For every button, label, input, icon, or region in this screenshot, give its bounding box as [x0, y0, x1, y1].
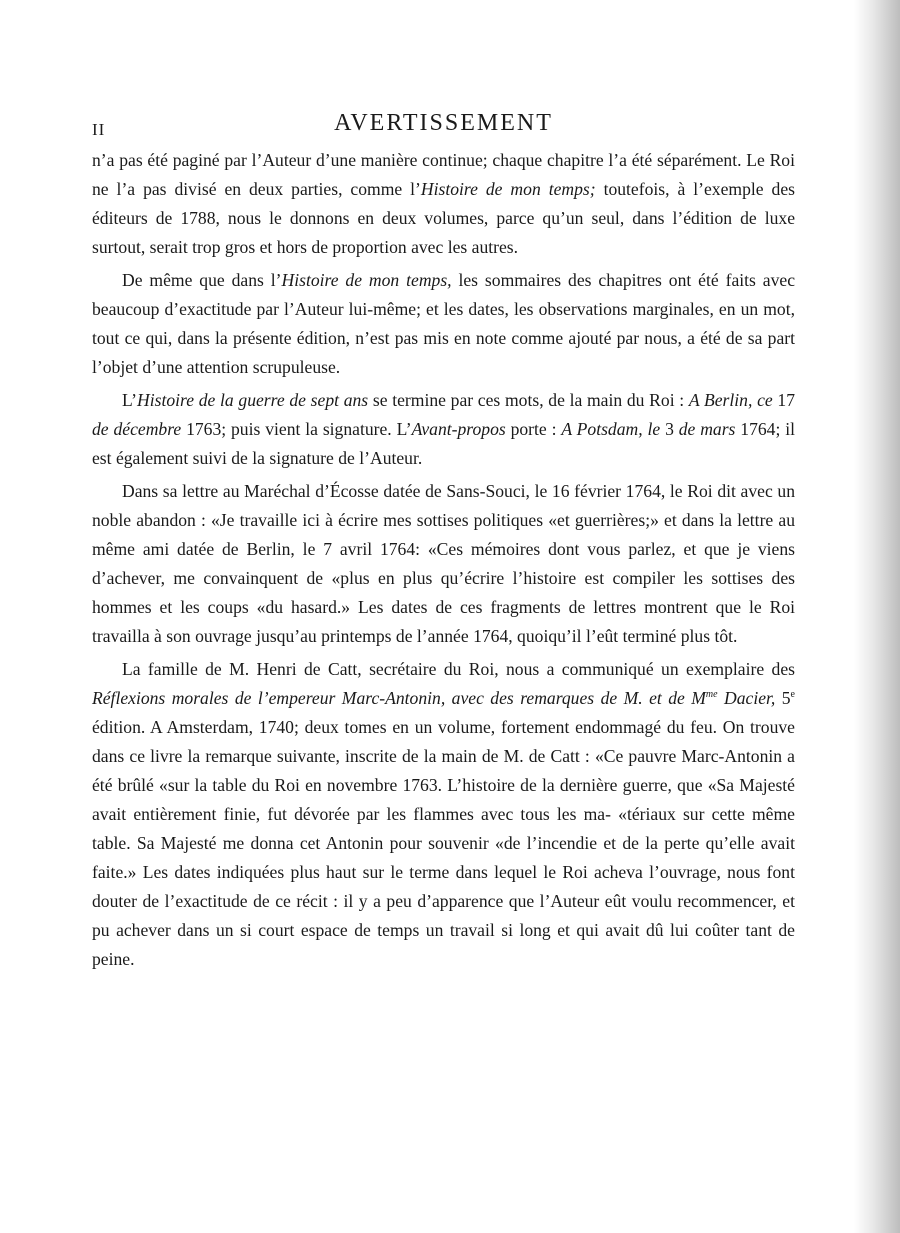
paragraph-3	[92, 386, 795, 473]
text-run: n’a pas été paginé par l’Auteur d’une manière continue; chaque chapitre l’a été séparément. Le Roi ne l’a pas divisé en deux parties, comme l’	[92, 150, 795, 199]
page-edge-shadow	[854, 0, 900, 1233]
book-page	[92, 106, 795, 974]
text-run: 17	[772, 390, 795, 410]
italic-title: Avant-propos	[411, 419, 506, 439]
text-run: 1763; puis vient la signature. L’	[181, 419, 412, 439]
text-run: La famille de M. Henri de Catt, secrétaire du Roi, nous a communiqué un exemplaire des	[122, 659, 795, 679]
italic-place: A Potsdam, le	[561, 419, 661, 439]
paragraph-2	[92, 266, 795, 382]
text-run: L’	[122, 390, 137, 410]
text-run: édition. A Amsterdam, 1740; deux tomes en un volume, fortement endommagé du feu. On trouve dans ce livre la remarque suivante, inscrite de la main de M. de Catt : «Ce pauvre Marc-Antonin a été brûlé «sur la table du Roi en novembre 1763. L’histoire de la dernière guerre, que «Sa Majesté avait entièrement finie, fut dévorée par les flammes avec tous les ma- «tériaux sur cette même table. Sa Majesté me donna cet Antonin pour souvenir «de l’incendie et de la perte qu’elle avait faite.» Les dates indiquées plus haut sur le terme dans lequel le Roi acheva l’ouvrage, nous font douter de l’exactitude de ce récit : il y a peu d’apparence que l’Auteur eût voulu recommencer, et pu achever dans un si court espace de temps un travail si long et qui avait dû lui coûter tant de peine.	[92, 717, 795, 969]
text-run: 1764; il est également suivi de la signature de l’Auteur.	[92, 419, 795, 468]
superscript: e	[790, 689, 795, 701]
text-run: porte :	[505, 419, 562, 439]
italic-title: Histoire de la guerre de sept ans	[137, 390, 369, 410]
text-run: toutefois, à l’exemple des éditeurs de 1788, nous le donnons en deux volumes, parce qu’un seul, dans l’édition de luxe surtout, serait trop gros et hors de proportion avec les autres.	[92, 179, 795, 257]
italic-month: de décembre	[92, 419, 182, 439]
text-run: se termine par ces mots, de la main du Roi :	[368, 390, 689, 410]
text-run: Dans sa lettre au Maréchal d’Écosse datée de Sans-Souci, le 16 février 1764, le Roi dit avec un noble abandon : «Je travaille ici à écrire mes sottises politiques «et guerrières;» et dans la lettre au même ami datée de Berlin, le 7 avril 1764: «Ces mémoires dont vous parlez, et que je viens d’achever, me convainquent de «plus en plus qu’écrire l’histoire est compiler les sottises des hommes et les coups «du hasard.» Les dates de ces fragments de lettres montrent que le Roi travailla à son ouvrage jusqu’au printemps de l’année 1764, quoiqu’il l’eût terminé plus tôt.	[92, 481, 795, 646]
paragraph-1	[92, 146, 795, 262]
italic-month: de mars	[678, 419, 736, 439]
paragraph-4	[92, 477, 795, 651]
text-run: Réflexions morales de l’empereur Marc-Antonin, avec des remarques de M. et de M	[92, 688, 706, 708]
page-number: II	[92, 120, 106, 139]
paragraph-5	[92, 655, 795, 974]
text-run: De même que dans l’	[122, 270, 282, 290]
text-run: 5	[775, 688, 791, 708]
italic-place: A Berlin, ce	[688, 390, 773, 410]
italic-title: Histoire de mon temps,	[281, 270, 452, 290]
italic-title: Histoire de mon temps;	[420, 179, 596, 199]
body-text	[92, 146, 795, 974]
running-head: AVERTISSEMENT	[334, 110, 553, 136]
text-run: les sommaires des chapitres ont été faits avec beaucoup d’exactitude par l’Auteur lui-même; et les dates, les observations marginales, en un mot, tout ce qui, dans la présente édition, n’est pas mis en note comme ajouté par nous, a été de sa part l’objet d’une attention scrupuleuse.	[92, 270, 796, 377]
superscript: me	[705, 689, 718, 701]
page-header	[92, 106, 795, 146]
italic-title	[92, 688, 775, 708]
text-run: 3	[660, 419, 679, 439]
text-run: Dacier,	[717, 688, 776, 708]
